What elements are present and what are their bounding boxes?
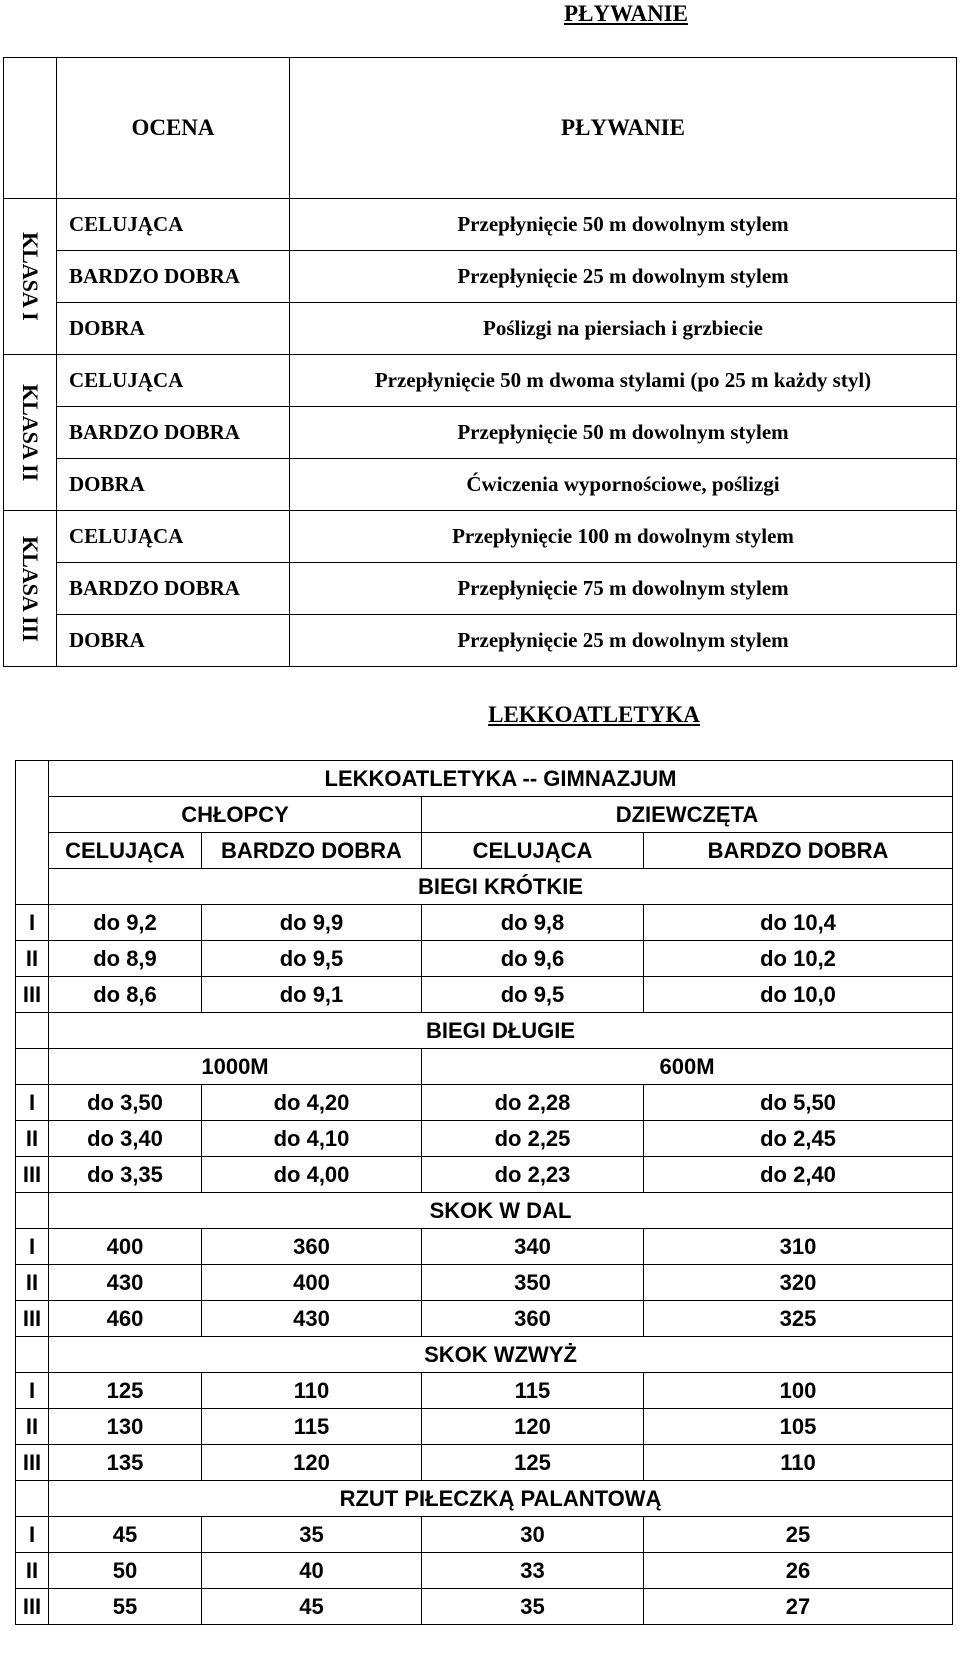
section-title-row: [16, 1337, 953, 1373]
table-row: [16, 1445, 953, 1481]
page-title: [0, 0, 960, 28]
table-cell: 135: [49, 1445, 202, 1481]
table-cell: do 10,0: [644, 977, 953, 1013]
table-row: [16, 1085, 953, 1121]
swimming-header-class: [4, 58, 57, 199]
blank-cell: [16, 833, 49, 869]
class-number: II: [16, 1553, 49, 1589]
task-cell: Przepłynięcie 50 m dowolnym stylem: [290, 407, 957, 459]
table-row: [16, 1589, 953, 1625]
table-row: [16, 905, 953, 941]
table-row: [16, 1121, 953, 1157]
blank-cell: [16, 869, 49, 905]
table-row: [16, 977, 953, 1013]
class-label: KLASA II: [18, 383, 43, 482]
section-title-row: [16, 1013, 953, 1049]
class-label-cell: [4, 511, 57, 667]
blank-cell: [16, 1193, 49, 1229]
blank-cell: [16, 797, 49, 833]
table-cell: 110: [644, 1445, 953, 1481]
class-label-cell: [4, 199, 57, 355]
table-cell: 125: [422, 1445, 644, 1481]
table-cell: 400: [49, 1229, 202, 1265]
table-cell: 55: [49, 1589, 202, 1625]
task-cell: Przepłynięcie 50 m dowolnym stylem: [290, 199, 957, 251]
table-cell: do 2,45: [644, 1121, 953, 1157]
table-cell: do 9,8: [422, 905, 644, 941]
table-row: [16, 1553, 953, 1589]
table-cell: do 8,9: [49, 941, 202, 977]
table-row: [16, 1229, 953, 1265]
table-cell: do 9,1: [202, 977, 422, 1013]
swimming-row: [4, 251, 957, 303]
task-cell: Ćwiczenia wypornościowe, poślizgi: [290, 459, 957, 511]
grade-cell: BARDZO DOBRA: [57, 563, 290, 615]
swimming-row: [4, 355, 957, 407]
table-cell: 115: [202, 1409, 422, 1445]
class-number: III: [16, 1445, 49, 1481]
class-number: I: [16, 1517, 49, 1553]
table-cell: 125: [49, 1373, 202, 1409]
grade-header-row: [16, 833, 953, 869]
table-row: [16, 1265, 953, 1301]
section-title: SKOK WZWYŻ: [49, 1337, 953, 1373]
grade-cell: BARDZO DOBRA: [57, 407, 290, 459]
swimming-header-task: PŁYWANIE: [290, 58, 957, 199]
swimming-row: [4, 407, 957, 459]
class-number: I: [16, 1229, 49, 1265]
table-cell: 120: [422, 1409, 644, 1445]
table-cell: 360: [422, 1301, 644, 1337]
class-number: II: [16, 1121, 49, 1157]
table-cell: do 4,20: [202, 1085, 422, 1121]
swimming-header-row: [4, 58, 957, 199]
swimming-row: [4, 615, 957, 667]
table-cell: 115: [422, 1373, 644, 1409]
table-cell: do 10,2: [644, 941, 953, 977]
table-cell: 27: [644, 1589, 953, 1625]
section-title-row: [16, 869, 953, 905]
section-title: RZUT PIŁECZKĄ PALANTOWĄ: [49, 1481, 953, 1517]
table-cell: 45: [49, 1517, 202, 1553]
table-row: [16, 1409, 953, 1445]
blank-cell: [16, 761, 49, 797]
table-cell: 430: [49, 1265, 202, 1301]
table-cell: 26: [644, 1553, 953, 1589]
table-cell: do 2,25: [422, 1121, 644, 1157]
page-title-text: PŁYWANIE: [564, 1, 688, 26]
table-cell: 120: [202, 1445, 422, 1481]
table-cell: do 9,5: [422, 977, 644, 1013]
swimming-header-grade: OCENA: [57, 58, 290, 199]
swimming-row: [4, 563, 957, 615]
section-title: BIEGI KRÓTKIE: [49, 869, 953, 905]
table-cell: do 2,23: [422, 1157, 644, 1193]
grade-cell: DOBRA: [57, 459, 290, 511]
grade-header: BARDZO DOBRA: [644, 833, 953, 869]
swimming-row: [4, 303, 957, 355]
class-number: III: [16, 977, 49, 1013]
athletics-title: [0, 700, 960, 730]
class-number: I: [16, 1085, 49, 1121]
task-cell: Przepłynięcie 25 m dowolnym stylem: [290, 615, 957, 667]
class-number: II: [16, 1265, 49, 1301]
athletics-title-text: LEKKOATLETYKA: [488, 702, 700, 727]
table-cell: do 10,4: [644, 905, 953, 941]
class-number: II: [16, 941, 49, 977]
table-title: LEKKOATLETYKA -- GIMNAZJUM: [49, 761, 953, 797]
athletics-table: [15, 760, 953, 1625]
grade-header: CELUJĄCA: [49, 833, 202, 869]
grade-cell: BARDZO DOBRA: [57, 251, 290, 303]
grade-cell: CELUJĄCA: [57, 199, 290, 251]
swimming-row: [4, 511, 957, 563]
task-cell: Przepłynięcie 100 m dowolnym stylem: [290, 511, 957, 563]
grade-cell: DOBRA: [57, 615, 290, 667]
table-cell: do 4,00: [202, 1157, 422, 1193]
table-cell: 310: [644, 1229, 953, 1265]
grade-cell: DOBRA: [57, 303, 290, 355]
table-cell: 50: [49, 1553, 202, 1589]
class-number: II: [16, 1409, 49, 1445]
table-cell: 30: [422, 1517, 644, 1553]
table-cell: 325: [644, 1301, 953, 1337]
table-row: [16, 1301, 953, 1337]
task-cell: Poślizgi na piersiach i grzbiecie: [290, 303, 957, 355]
table-cell: 460: [49, 1301, 202, 1337]
table-cell: do 4,10: [202, 1121, 422, 1157]
class-number: III: [16, 1301, 49, 1337]
grade-header: BARDZO DOBRA: [202, 833, 422, 869]
table-cell: do 2,28: [422, 1085, 644, 1121]
table-row: [16, 941, 953, 977]
swimming-row: [4, 199, 957, 251]
table-cell: 430: [202, 1301, 422, 1337]
subheader-row: [16, 1049, 953, 1085]
class-label-cell: [4, 355, 57, 511]
swimming-table: [3, 57, 957, 667]
subheader: 600M: [422, 1049, 953, 1085]
section-title: BIEGI DŁUGIE: [49, 1013, 953, 1049]
table-cell: do 2,40: [644, 1157, 953, 1193]
table-cell: do 3,50: [49, 1085, 202, 1121]
table-cell: 33: [422, 1553, 644, 1589]
section-title-row: [16, 1481, 953, 1517]
table-cell: 320: [644, 1265, 953, 1301]
subheader: 1000M: [49, 1049, 422, 1085]
section-title: SKOK W DAL: [49, 1193, 953, 1229]
table-cell: do 3,40: [49, 1121, 202, 1157]
blank-cell: [16, 1013, 49, 1049]
table-cell: 45: [202, 1589, 422, 1625]
table-cell: 110: [202, 1373, 422, 1409]
table-cell: 25: [644, 1517, 953, 1553]
blank-cell: [16, 1337, 49, 1373]
grade-header: CELUJĄCA: [422, 833, 644, 869]
class-number: III: [16, 1589, 49, 1625]
table-cell: 40: [202, 1553, 422, 1589]
table-cell: do 9,6: [422, 941, 644, 977]
task-cell: Przepłynięcie 25 m dowolnym stylem: [290, 251, 957, 303]
table-row: [16, 1157, 953, 1193]
table-cell: 340: [422, 1229, 644, 1265]
table-cell: 360: [202, 1229, 422, 1265]
table-cell: 400: [202, 1265, 422, 1301]
class-label: KLASA I: [18, 232, 43, 321]
table-cell: do 5,50: [644, 1085, 953, 1121]
table-cell: 105: [644, 1409, 953, 1445]
task-cell: Przepłynięcie 50 m dwoma stylami (po 25 m każdy styl): [290, 355, 957, 407]
blank-cell: [16, 1049, 49, 1085]
class-label: KLASA III: [18, 535, 43, 642]
table-cell: 350: [422, 1265, 644, 1301]
table-cell: 100: [644, 1373, 953, 1409]
boys-header: CHŁOPCY: [49, 797, 422, 833]
grade-cell: CELUJĄCA: [57, 355, 290, 407]
athletics-title-row: [16, 761, 953, 797]
gender-row: [16, 797, 953, 833]
grade-cell: CELUJĄCA: [57, 511, 290, 563]
table-cell: do 3,35: [49, 1157, 202, 1193]
task-cell: Przepłynięcie 75 m dowolnym stylem: [290, 563, 957, 615]
table-cell: 35: [202, 1517, 422, 1553]
table-row: [16, 1373, 953, 1409]
table-cell: do 8,6: [49, 977, 202, 1013]
table-cell: do 9,9: [202, 905, 422, 941]
class-number: I: [16, 905, 49, 941]
table-row: [16, 1517, 953, 1553]
table-cell: do 9,2: [49, 905, 202, 941]
swimming-row: [4, 459, 957, 511]
table-cell: do 9,5: [202, 941, 422, 977]
section-title-row: [16, 1193, 953, 1229]
table-cell: 35: [422, 1589, 644, 1625]
class-number: I: [16, 1373, 49, 1409]
table-cell: 130: [49, 1409, 202, 1445]
blank-cell: [16, 1481, 49, 1517]
class-number: III: [16, 1157, 49, 1193]
girls-header: DZIEWCZĘTA: [422, 797, 953, 833]
